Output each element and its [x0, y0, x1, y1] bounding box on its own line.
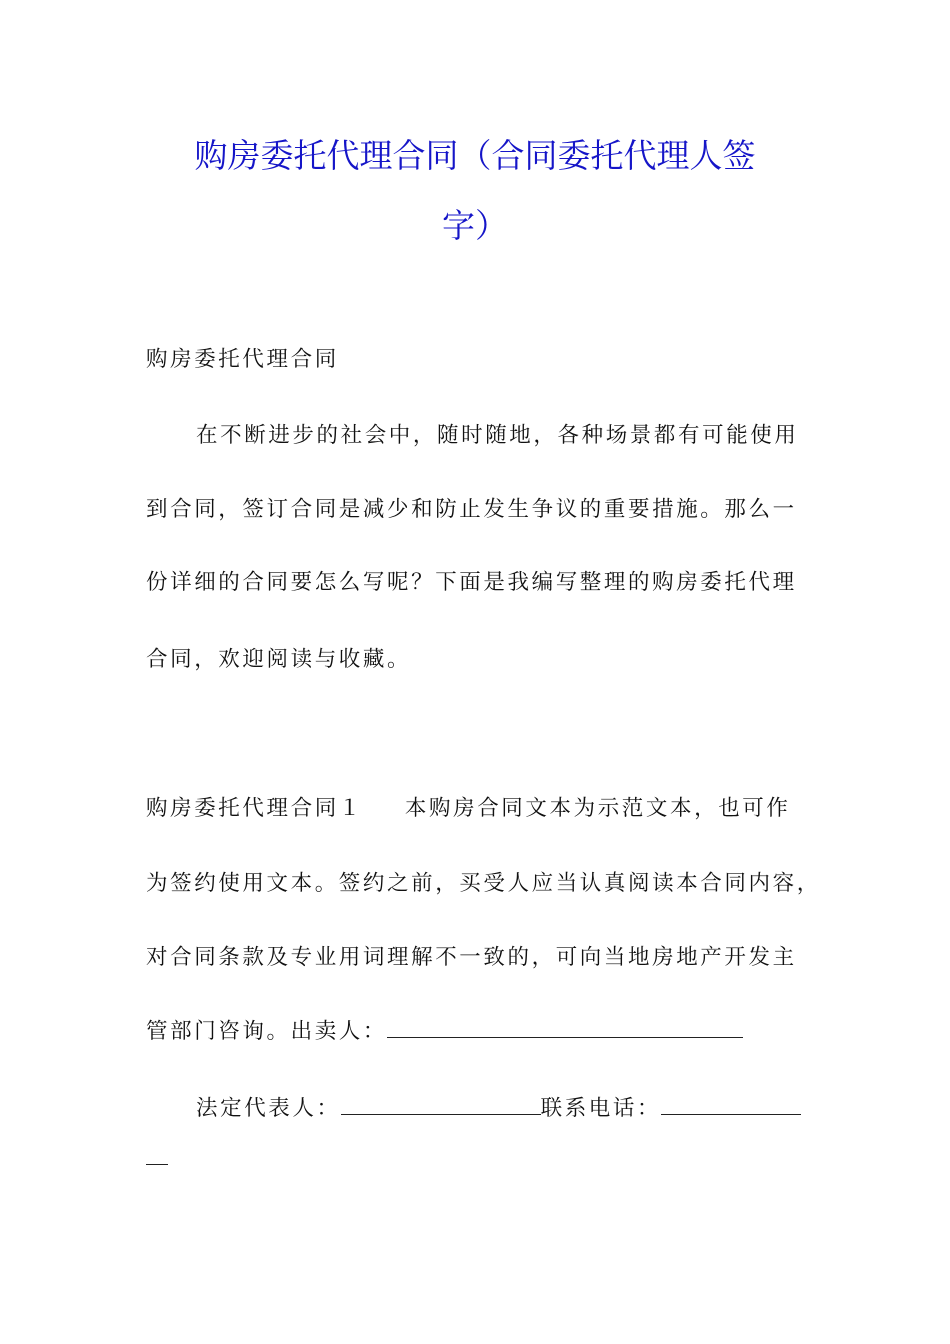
seller-blank-field[interactable] [387, 1017, 743, 1038]
intro-paragraph-line-1: 在不断进步的社会中，随时随地，各种场景都有可能使用 [196, 423, 799, 448]
intro-paragraph-line-3: 份详细的合同要怎么写呢？下面是我编写整理的购房委托代理 [146, 570, 797, 595]
legal-rep-label: 法定代表人： [196, 1096, 341, 1121]
legal-rep-blank-field[interactable] [341, 1094, 541, 1115]
intro-paragraph-line-4: 合同，欢迎阅读与收藏。 [146, 647, 412, 672]
contract-1-line-2: 为签约使用文本。签约之前，买受人应当认真阅读本合同内容， [146, 871, 821, 896]
contract-1-intro-text: 本购房合同文本为示范文本，也可作 [404, 796, 791, 821]
contract-1-line-4 [146, 1017, 743, 1047]
contract-1-line-3: 对合同条款及专业用词理解不一致的，可向当地房地产开发主 [146, 945, 797, 970]
blank-field-continuation[interactable] [146, 1164, 168, 1165]
document-title-line-1: 购房委托代理合同（合同委托代理人签 [194, 136, 756, 175]
phone-label: 联系电话： [540, 1096, 662, 1121]
intro-paragraph-line-2: 到合同，签订合同是减少和防止发生争议的重要措施。那么一 [146, 497, 797, 522]
contract-1-line-1 [146, 794, 791, 824]
contract-1-label: 购房委托代理合同１ [146, 796, 363, 821]
document-title-line-2: 字） [442, 206, 508, 245]
section-heading: 购房委托代理合同 [146, 347, 339, 372]
seller-label: 管部门咨询。出卖人： [146, 1019, 388, 1044]
legal-rep-phone-line [196, 1094, 801, 1124]
phone-blank-field[interactable] [661, 1094, 801, 1115]
